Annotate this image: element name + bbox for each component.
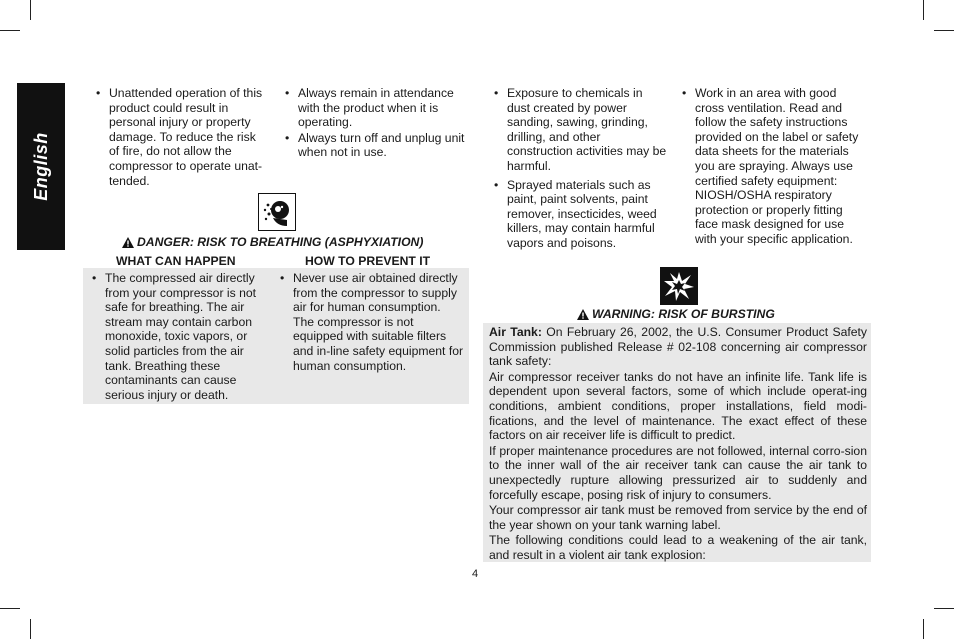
list-item: • Work in an area with good cross ventilation. Read and follow the safety instructions provided on the label or safety data sheets for the materials you are spraying. Always use certified safety equipment: NIOSH/OSHA respiratory protection or properly fitting face mask designed for use with your specific application.: [682, 86, 862, 247]
crop-mark: [923, 0, 924, 20]
how-to-prevent-header: HOW TO PREVENT IT: [305, 254, 431, 268]
warning-triangle-icon: [577, 309, 589, 320]
warning-paragraph: The following conditions could lead to a weakening of the air tank, and result in a violent air tank explosion:: [489, 533, 867, 562]
right-top-col1: [494, 86, 668, 252]
danger-heading: [122, 235, 423, 249]
left-top-col2: [285, 86, 465, 161]
crop-mark: [30, 619, 31, 639]
language-label: English: [30, 132, 51, 201]
how-to-prevent-col: [280, 271, 464, 374]
air-tank-text: On February 26, 2002, the U.S. Consumer Product Safety Commission published Release # 02-108 concerning air compressor tank safety:: [489, 325, 867, 369]
what-can-happen-col: [92, 271, 268, 403]
list-item: • Exposure to chemicals in dust created by power sanding, sawing, grinding, drilling, and other construction activities may be harmful.: [494, 86, 668, 174]
warning-triangle-icon: [122, 237, 134, 248]
warning-body: [489, 325, 867, 563]
crop-mark: [923, 619, 924, 639]
air-tank-paragraph: [489, 325, 867, 369]
list-item: • Always remain in attendance with the product when it is operating.: [285, 86, 465, 130]
crop-mark: [30, 0, 31, 20]
breathing-hazard-icon: [258, 193, 296, 231]
crop-mark: [0, 608, 20, 609]
air-tank-label: Air Tank:: [489, 325, 542, 339]
warning-heading: [577, 307, 775, 321]
right-top-col2: [682, 86, 862, 248]
list-item: • Never use air obtained directly from the compressor to supply air for human consumption. The compressor is not equipped with suitable filters and in-line safety equipment for human consumption.: [280, 271, 464, 373]
what-can-happen-header: WHAT CAN HAPPEN: [116, 254, 236, 268]
warning-paragraph: If proper maintenance procedures are not followed, internal corro-sion to the inner wall of the air receiver tank can cause the air tank to unexpectedly rupture allowing pressurized air to suddenly and forcefully escape, posing risk of injury to consumers.: [489, 443, 867, 502]
list-item: • Unattended operation of this product could result in personal injury or property damage. To reduce the risk of fire, do not allow the compressor to operate unat-tended.: [96, 86, 268, 188]
language-tab: [17, 83, 65, 250]
warning-heading-text: WARNING: RISK OF BURSTING: [592, 307, 775, 321]
list-item: • Always turn off and unplug unit when not in use.: [285, 131, 465, 160]
crop-mark: [934, 30, 954, 31]
danger-heading-text: DANGER: RISK TO BREATHING (ASPHYXIATION): [137, 235, 424, 249]
crop-mark: [934, 608, 954, 609]
list-item: • Sprayed materials such as paint, paint solvents, paint remover, insecticides, weed killers, may contain harmful vapors and poisons.: [494, 178, 668, 251]
page-number: 4: [472, 568, 479, 580]
list-item: • The compressed air directly from your compressor is not safe for breathing. The air stream may contain carbon monoxide, toxic vapors, or solid particles from the air tank. Breathing these contaminants can cause serious injury or death.: [92, 271, 268, 402]
explosion-icon: [660, 267, 698, 305]
warning-paragraph: Air compressor receiver tanks do not have an infinite life. Tank life is dependent upon several factors, some of which include operat-ing conditions, ambient conditions, proper installations, field modi-fications, and the level of maintenance. The exact effect of these factors on air receiver life is difficult to predict.: [489, 369, 867, 443]
warning-paragraph: Your compressor air tank must be removed from service by the end of the year shown on your tank warning label.: [489, 503, 867, 532]
left-top-col1: [96, 86, 268, 189]
crop-mark: [0, 30, 20, 31]
